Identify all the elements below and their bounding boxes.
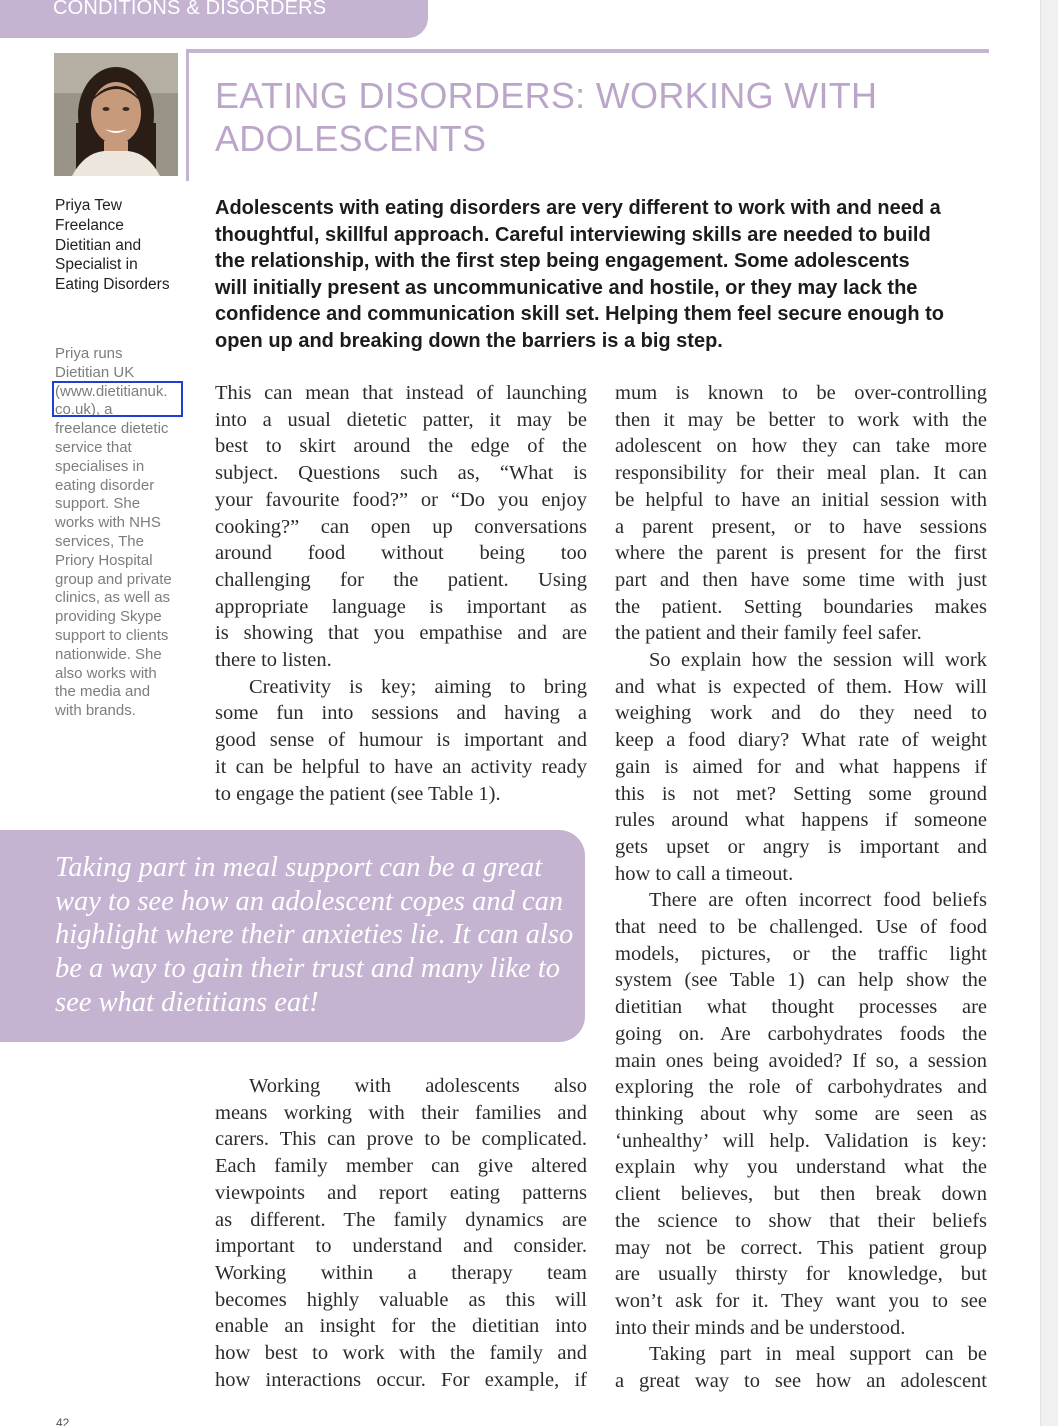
pull-quote-line: be a way to gain their trust and many like to: [55, 953, 561, 985]
body-line: best to skirt around the edge of the: [215, 435, 587, 458]
intro-paragraph: [215, 195, 993, 355]
bio-line: with brands.: [55, 702, 136, 720]
title-rule: [186, 49, 989, 53]
intro-line: thoughtful, skillful approach. Careful interviewing skills are needed to build: [215, 223, 931, 246]
page-number: 42: [56, 1416, 70, 1426]
body-line: how to call a timeout.: [615, 862, 794, 885]
intro-line: confidence and communication skill set. Helping them feel secure enough to: [215, 303, 945, 326]
pull-quote-line: way to see how an adolescent copes and can: [55, 885, 564, 917]
body-line: be helpful to have an initial session with: [615, 488, 987, 511]
bio-line: also works with: [55, 664, 157, 682]
body-line: main ones being avoided? If so, a session: [615, 1049, 987, 1072]
body-line: the patient. Setting boundaries makes: [615, 595, 987, 618]
body-line: There are often incorrect food beliefs: [649, 889, 987, 912]
body-column-left-top: [215, 380, 587, 807]
body-line: gain is aimed for and what happens if: [615, 755, 987, 778]
author-line: Eating Disorders: [55, 276, 170, 294]
body-column-left-bottom: [215, 1073, 587, 1393]
body-column-right: [615, 380, 987, 1395]
body-line: where the parent is present for the first: [615, 542, 987, 565]
body-line: that need to be challenged. Use of food: [615, 916, 987, 939]
body-line: subject. Questions such as, “What is: [215, 462, 587, 485]
body-line: Taking part in meal support can be: [649, 1343, 987, 1366]
body-line: This can mean that instead of launching: [215, 382, 587, 404]
body-line: thinking about why some are seen as: [615, 1102, 987, 1125]
bio-line: eating disorder: [55, 476, 155, 494]
body-line: good sense of humour is important and: [215, 729, 587, 752]
author-line: Dietitian and: [55, 236, 142, 254]
body-line: responsibility for their meal plan. It can: [615, 462, 987, 485]
author-block: [55, 196, 185, 295]
bio-line: clinics, as well as: [55, 589, 171, 607]
body-line: appropriate language is important as: [215, 595, 587, 618]
title-rule-vertical: [186, 49, 189, 181]
bio-line: nationwide. She: [55, 645, 162, 663]
body-line: may not be correct. This patient group: [615, 1236, 987, 1259]
bio-line: the media and: [55, 683, 151, 701]
author-line: Freelance: [55, 216, 124, 234]
body-line: how interactions occur. For example, if: [215, 1368, 587, 1391]
body-line: challenging for the patient. Using: [215, 568, 587, 591]
body-line: adolescent on how they can take more: [615, 435, 987, 458]
body-line: the science to show that their beliefs: [615, 1209, 987, 1232]
bio-link-line[interactable]: (www.dietitianuk.: [55, 382, 168, 400]
bio-line: group and private: [55, 570, 172, 588]
body-line: the patient and their family feel safer.: [615, 622, 922, 645]
body-line: keep a food diary? What rate of weight: [615, 729, 987, 752]
pull-quote-line: highlight where their anxieties lie. It can also: [55, 919, 574, 951]
body-line: there to listen.: [215, 649, 332, 672]
body-line: Creativity is key; aiming to bring: [249, 675, 587, 698]
pull-quote-line: Taking part in meal support can be a great: [55, 852, 543, 883]
body-line: then it may be better to work with the: [615, 408, 987, 431]
body-line: enable an insight for the dietitian into: [215, 1315, 587, 1338]
bio-line: Priory Hospital: [55, 551, 153, 569]
body-line: Each family member can give altered: [215, 1155, 587, 1178]
body-line: this is not met? Setting some ground: [615, 782, 987, 805]
body-line: it can be helpful to have an activity ready: [215, 755, 587, 778]
bio-line: services, The: [55, 532, 144, 550]
body-line: some fun into sessions and having a: [215, 702, 587, 725]
author-line: Priya Tew: [55, 197, 122, 214]
body-line: ‘unhealthy’ will help. Validation is key:: [615, 1129, 987, 1152]
bio-line: works with NHS: [55, 514, 161, 532]
body-line: important to understand and consider.: [215, 1235, 587, 1258]
article-title: [215, 74, 975, 160]
body-line: models, pictures, or the traffic light: [615, 942, 987, 965]
bio-line: specialises in: [55, 457, 145, 475]
body-line: and what is expected of them. How will: [615, 675, 987, 698]
bio-link-line[interactable]: co.uk), a: [55, 401, 113, 419]
title-line: ADOLESCENTS: [215, 118, 487, 159]
body-line: how best to work with the family and: [215, 1342, 587, 1365]
intro-line: the relationship, with the first step being engagement. Some adolescents: [215, 250, 910, 273]
body-line: a great way to see how an adolescent: [615, 1370, 987, 1393]
body-line: system (see Table 1) can help show the: [615, 969, 987, 992]
body-line: are usually thirsty for knowledge, but: [615, 1263, 987, 1286]
body-line: viewpoints and report eating patterns: [215, 1181, 587, 1204]
body-line: into their minds and be understood.: [615, 1316, 906, 1339]
body-line: part and then have some time with just: [615, 568, 987, 591]
body-line: your favourite food?” or “Do you enjoy: [215, 488, 587, 511]
body-line: mum is known to be over-controlling: [615, 382, 987, 404]
body-line: Working within a therapy team: [215, 1261, 587, 1284]
bio-line: providing Skype: [55, 608, 162, 626]
body-line: becomes highly valuable as this will: [215, 1288, 587, 1311]
section-tab: [0, 0, 428, 38]
body-line: Working with adolescents also: [249, 1075, 587, 1097]
body-line: explain why you understand what the: [615, 1156, 987, 1179]
title-line: EATING DISORDERS: WORKING WITH: [215, 75, 878, 116]
bio-line: service that: [55, 438, 132, 456]
bio-line: Priya runs: [55, 345, 123, 362]
body-line: as different. The family dynamics are: [215, 1208, 587, 1231]
author-line: Specialist in: [55, 256, 138, 274]
body-line: gets upset or angry is important and: [615, 835, 987, 858]
bio-line: support. She: [55, 495, 141, 513]
body-line: into a usual dietetic patter, it may be: [215, 408, 587, 431]
body-line: cooking?” can open up conversations: [215, 515, 587, 538]
intro-line: Adolescents with eating disorders are very different to work with and need a: [215, 197, 941, 219]
body-line: So explain how the session will work: [649, 649, 987, 672]
body-line: carers. This can prove to be complicated.: [215, 1128, 587, 1151]
bio-line: freelance dietetic: [55, 420, 169, 438]
body-line: exploring the role of carbohydrates and: [615, 1076, 987, 1099]
body-line: around food without being too: [215, 542, 587, 565]
body-line: means working with their families and: [215, 1101, 587, 1124]
intro-line: open up and breaking down the barriers is a big step.: [215, 329, 723, 352]
body-line: weighing work and do they need to: [615, 702, 987, 725]
website-link-highlight[interactable]: [52, 381, 183, 417]
body-line: client believes, but then break down: [615, 1183, 987, 1206]
pull-quote-line: see what dietitians eat!: [55, 986, 319, 1018]
body-line: is showing that you empathise and are: [215, 622, 587, 645]
body-line: to engage the patient (see Table 1).: [215, 782, 501, 805]
page-edge: [1040, 0, 1058, 1426]
body-line: a parent present, or to have sessions: [615, 515, 987, 538]
author-photo: [54, 53, 178, 176]
body-line: going on. Are carbohydrates foods the: [615, 1022, 987, 1045]
pull-quote: [0, 830, 585, 1042]
body-line: rules around what happens if someone: [615, 809, 987, 832]
intro-line: will initially present as uncommunicative and hostile, or they may lack the: [215, 276, 918, 299]
body-line: dietitian what thought processes are: [615, 996, 987, 1019]
bio-line: support to clients: [55, 626, 169, 644]
bio-line: Dietitian UK: [55, 363, 135, 381]
body-line: won’t ask for it. They want you to see: [615, 1289, 987, 1312]
section-tab-label: CONDITIONS & DISORDERS: [53, 0, 327, 19]
